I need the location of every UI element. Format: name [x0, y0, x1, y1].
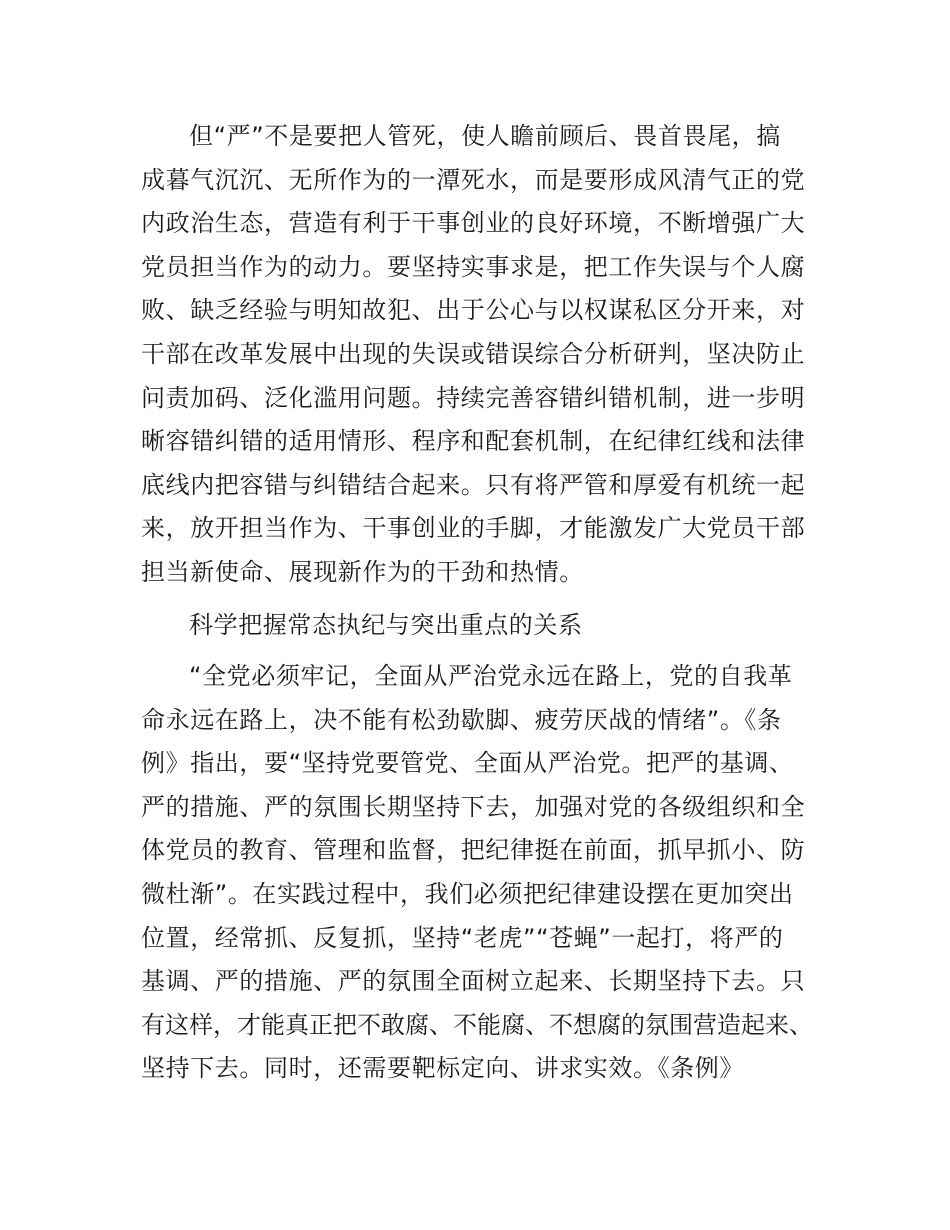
- paragraph-line: 例》指出，要“坚持党要管党、全面从严治党。把严的基调、: [141, 749, 794, 778]
- paragraph-line: 内政治生态，营造有利于干事创业的良好环境，不断增强广大: [141, 209, 806, 238]
- section-heading-block: [141, 602, 823, 648]
- paragraph-line: 基调、严的措施、严的氛围全面树立起来、长期坚持下去。只: [141, 967, 806, 996]
- paragraph-line: 干部在改革发展中出现的失误或错误综合分析研判，坚决防止: [141, 339, 806, 368]
- paragraph-1: [141, 115, 823, 595]
- paragraph-line: 来，放开担当作为、干事创业的手脚，才能激发广大党员干部: [141, 514, 806, 543]
- paragraph-line: 成暮气沉沉、无所作为的一潭死水，而是要形成风清气正的党: [141, 165, 806, 194]
- paragraph-line: 体党员的教育、管理和监督，把纪律挺在前面，抓早抓小、防: [141, 836, 806, 865]
- paragraph-line: 但“严”不是要把人管死，使人瞻前顾后、畏首畏尾，搞: [189, 122, 781, 150]
- paragraph-line: 严的措施、严的氛围长期坚持下去，加强对党的各级组织和全: [141, 792, 806, 821]
- paragraph-2: [141, 655, 823, 1091]
- paragraph-line: 问责加码、泛化滥用问题。持续完善容错纠错机制，进一步明: [141, 383, 806, 412]
- paragraph-line: 担当新使命、展现新作为的干劲和热情。: [141, 557, 584, 586]
- paragraph-line: 党员担当作为的动力。要坚持实事求是，把工作失误与个人腐: [141, 252, 806, 281]
- paragraph-line: 底线内把容错与纠错结合起来。只有将严管和厚爱有机统一起: [141, 470, 806, 499]
- paragraph-line: 微杜渐”。在实践过程中，我们必须把纪律建设摆在更加突出: [141, 879, 794, 908]
- paragraph-line: 有这样，才能真正把不敢腐、不能腐、不想腐的氛围营造起来、: [141, 1010, 813, 1039]
- paragraph-line: 坚持下去。同时，还需要靶标定向、讲求实效。《条例》: [141, 1054, 744, 1083]
- paragraph-line: 晰容错纠错的适用情形、程序和配套机制，在纪律红线和法律: [141, 427, 806, 456]
- paragraph-line: 命永远在路上，决不能有松劲歇脚、疲劳厌战的情绪”。《条: [141, 705, 782, 734]
- paragraph-line: 败、缺乏经验与明知故犯、出于公心与以权谋私区分开来，对: [141, 296, 806, 325]
- paragraph-line: “全党必须牢记，全面从严治党永远在路上，党的自我革: [189, 662, 793, 690]
- paragraph-line: 位置，经常抓、反复抓，坚持“老虎”“苍蝇”一起打，将严的: [141, 923, 784, 952]
- section-heading: 科学把握常态执纪与突出重点的关系: [189, 611, 583, 639]
